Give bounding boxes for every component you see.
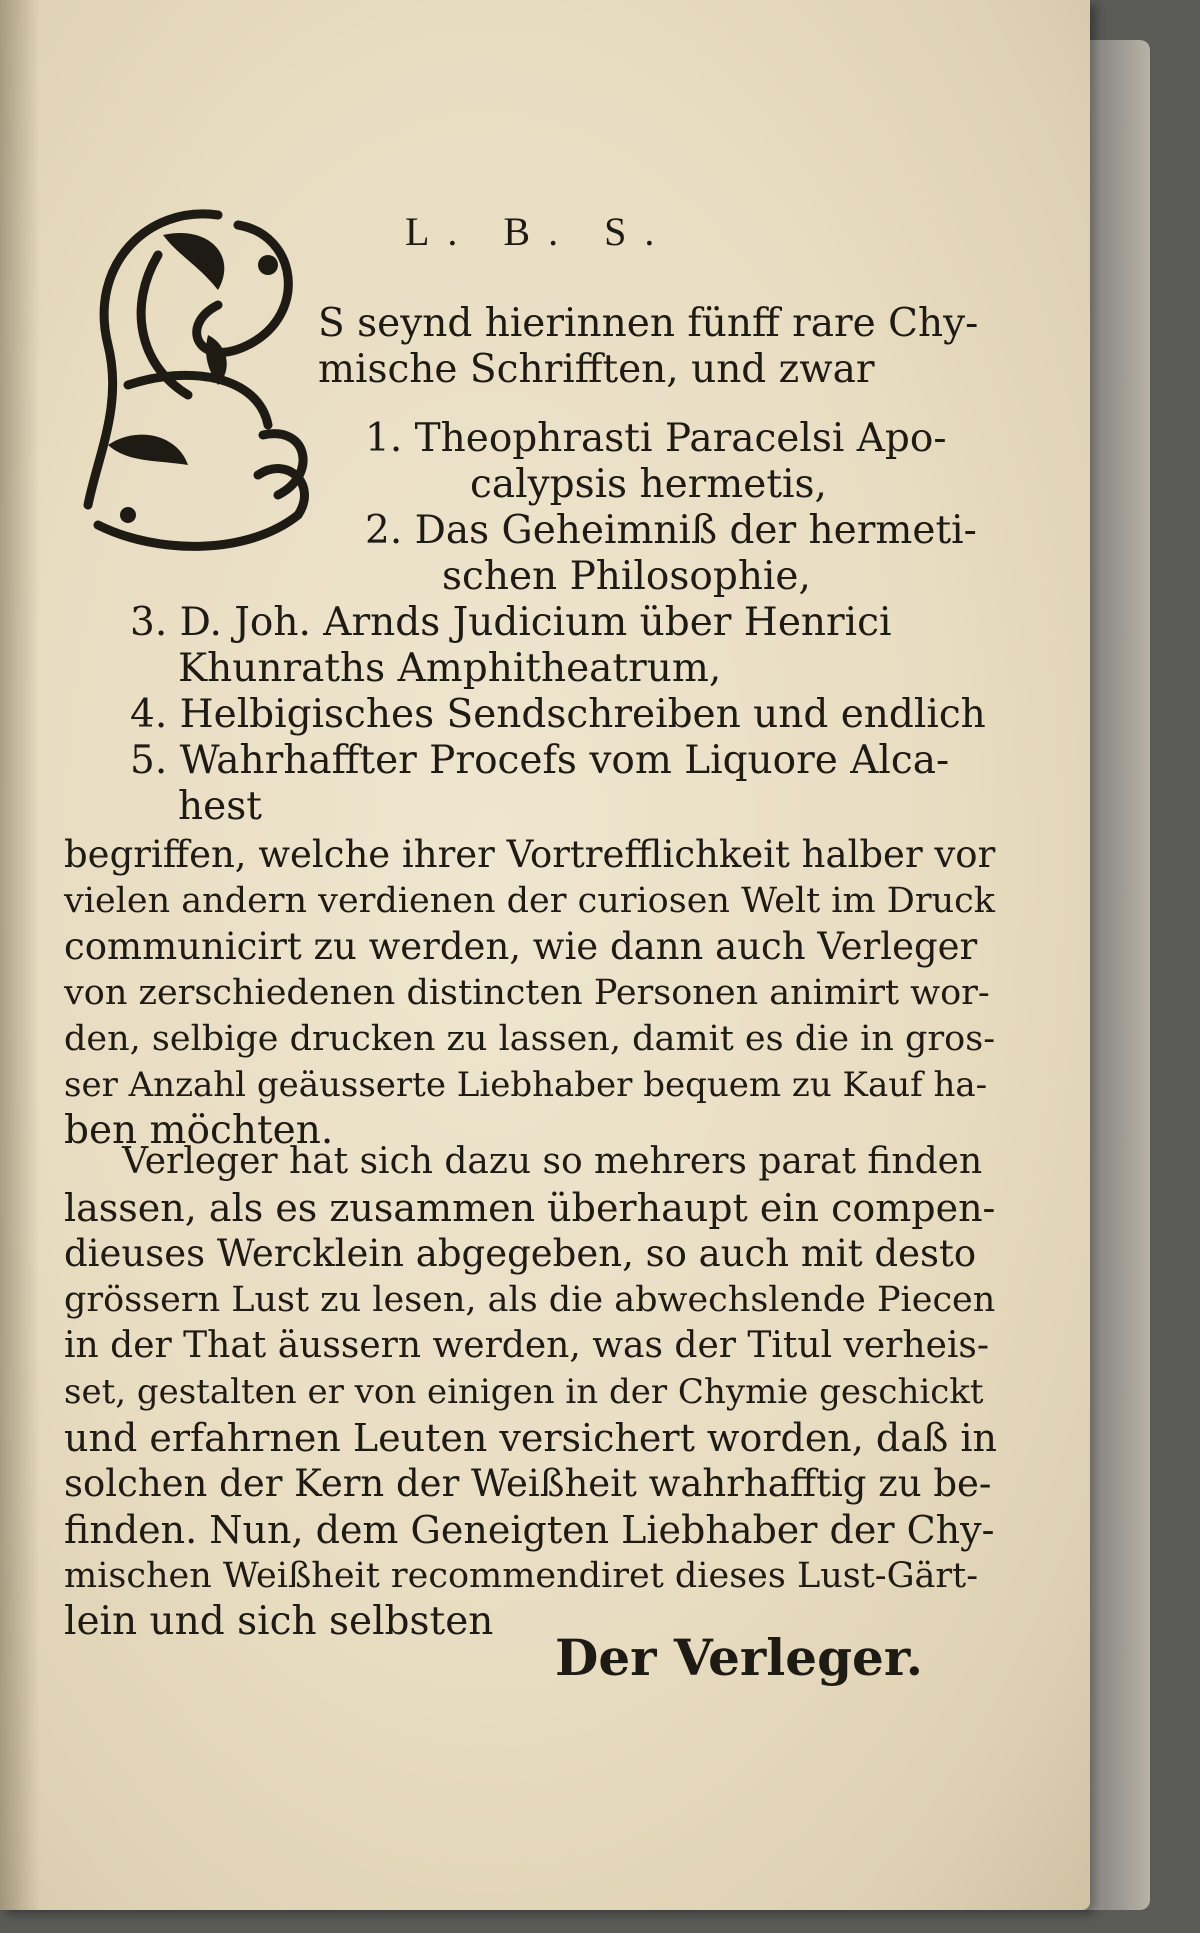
list-item-4: 4. Helbigisches Sendschreiben und endlich <box>130 692 986 737</box>
gutter-shadow <box>0 0 40 1910</box>
list-item-2: 2. Das Geheimniß der hermeti- <box>365 508 977 553</box>
paragraph2-line: finden. Nun, dem Geneigten Liebhaber der Chy- <box>64 1508 995 1552</box>
decorated-initial-e-icon <box>68 195 318 565</box>
paragraph2-line: in der That äussern werden, was der Titul verheis- <box>64 1325 990 1366</box>
paragraph2-line: lein und sich selbsten <box>64 1599 494 1644</box>
intro-line-1: S seynd hierinnen fünff rare Chy- <box>318 301 979 346</box>
signature: Der Verleger. <box>555 1628 924 1687</box>
page-heading: L. B. S. <box>405 209 673 254</box>
list-item-2-cont: schen Philosophie, <box>442 554 811 599</box>
paragraph2-line: mischen Weißheit recommendiret dieses Lust-Gärt- <box>64 1556 979 1596</box>
intro-line-2: mische Schrifften, und zwar <box>318 347 875 392</box>
paragraph2-line: set, gestalten er von einigen in der Chymie geschickt <box>64 1372 984 1412</box>
paragraph2-line: solchen der Kern der Weißheit wahrhafftig zu be- <box>64 1462 992 1505</box>
paragraph1-line: vielen andern verdienen der curiosen Welt im Druck <box>64 881 995 921</box>
paragraph2-line: dieuses Wercklein abgegeben, so auch mit desto <box>64 1232 977 1275</box>
paragraph1-line: communicirt zu werden, wie dann auch Verleger <box>64 925 978 968</box>
list-item-5-cont: hest <box>178 784 262 829</box>
paragraph2-line: lassen, als es zusammen überhaupt ein compen- <box>64 1186 996 1230</box>
paragraph1-line: ser Anzahl geäusserte Liebhaber bequem zu Kauf ha- <box>64 1065 988 1105</box>
paragraph2-line: und erfahrnen Leuten versichert worden, daß in <box>64 1416 998 1460</box>
paragraph1-line: den, selbige drucken zu lassen, damit es die in gros- <box>64 1019 996 1059</box>
paragraph1-line: ben möchten. <box>64 1108 334 1153</box>
list-item-1: 1. Theophrasti Paracelsi Apo- <box>365 416 947 461</box>
paragraph1-line: von zerschiedenen distincten Personen animirt wor- <box>64 973 990 1013</box>
paragraph1-line: begriffen, welche ihrer Vortrefflichkeit halber vor <box>64 833 996 876</box>
list-item-5: 5. Wahrhaffter Procefs vom Liquore Alca- <box>130 738 950 783</box>
paragraph2-line: Verleger hat sich dazu so mehrers parat finden <box>122 1141 983 1182</box>
list-item-1-cont: calypsis hermetis, <box>470 462 827 507</box>
list-item-3-cont: Khunraths Amphitheatrum, <box>178 646 722 691</box>
list-item-3: 3. D. Joh. Arnds Judicium über Henrici <box>130 600 892 645</box>
paragraph2-line: grössern Lust zu lesen, als die abwechslende Piecen <box>64 1280 996 1320</box>
